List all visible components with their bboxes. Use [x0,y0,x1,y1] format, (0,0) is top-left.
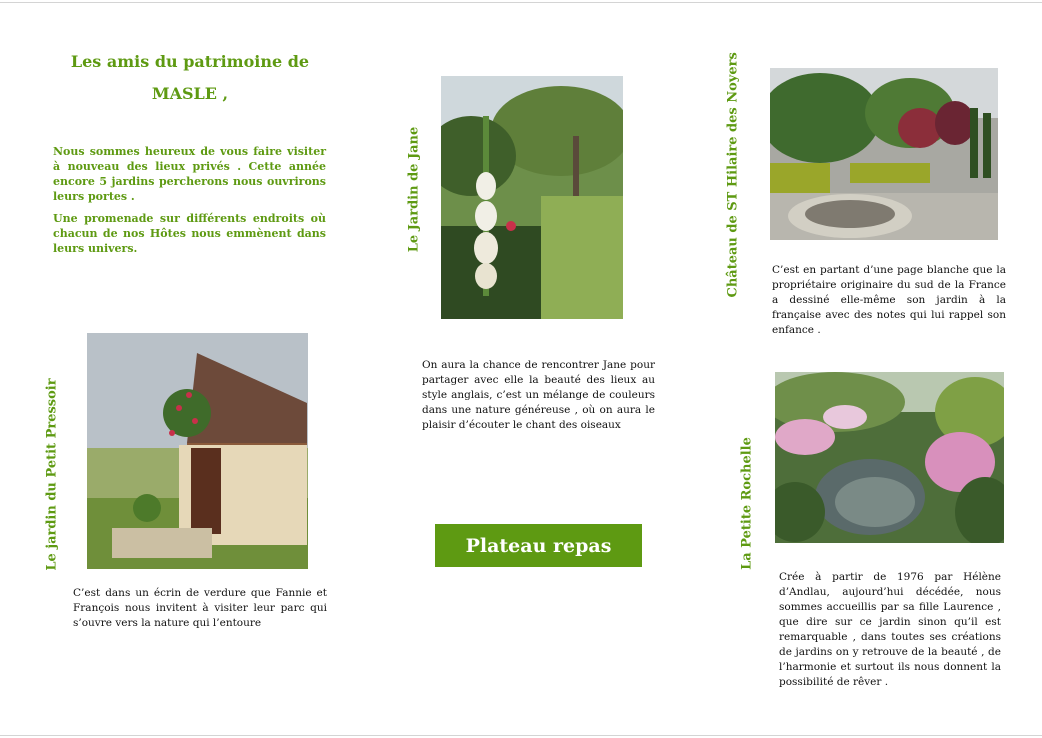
intro-paragraph-2: Une promenade sur différents endroits où chacun de nos Hôtes nous emmènent dans leurs univers. [53,212,326,255]
photo-chateau-st-hilaire [770,68,998,240]
description-chateau-st-hilaire: C’est en partant d’une page blanche que la propriétaire originaire du sud de la France a dessiné elle-même son jardin à la française avec des notes qui lui rappel son enfance . [772,264,1006,336]
description-petit-pressoir: C’est dans un écrin de verdure que Fannie et François nous invitent à visiter leur parc qui s’ouvre vers la nature qui l’entoure [73,587,327,629]
plateau-repas-button[interactable]: Plateau repas [435,524,642,567]
garden-label-petit-pressoir: Le jardin du Petit Pressoir [44,378,60,571]
brochure-title-line2: MASLE , [151,84,229,103]
intro-paragraph-1: Nous sommes heureux de vous faire visiter à nouveau des lieux privés . Cette année encore 5 jardins percherons nous ouvrirons leurs portes . [53,145,326,203]
page-top-edge [0,2,1042,3]
garden-label-chateau-st-hilaire: Château de ST Hilaire des Noyers [725,52,741,298]
photo-petit-pressoir [87,333,308,569]
garden-label-petite-rochelle: La Petite Rochelle [739,437,755,570]
description-petite-rochelle: Crée à partir de 1976 par Hélène d’Andlau, aujourd’hui décédée, nous sommes accueillis par sa fille Laurence , que dire sur ce jardin sinon qu’il est remarquable , dans toutes ses créations de jardins on y retrouve de la beauté , de l’harmonie et surtout ils nous donnent la possibilité de rêver . [779,571,1001,688]
brochure-title-line1: Les amis du patrimoine de [70,52,310,71]
photo-petite-rochelle [775,372,1004,543]
description-jardin-de-jane: On aura la chance de rencontrer Jane pour partager avec elle la beauté des lieux au style anglais, c’est un mélange de couleurs dans une nature généreuse , où on aura le plaisir d’écouter le chant des oiseaux [422,359,655,431]
photo-jardin-de-jane [441,76,623,319]
garden-label-jardin-de-jane: Le Jardin de Jane [406,126,422,253]
page-bottom-edge [0,735,1042,736]
